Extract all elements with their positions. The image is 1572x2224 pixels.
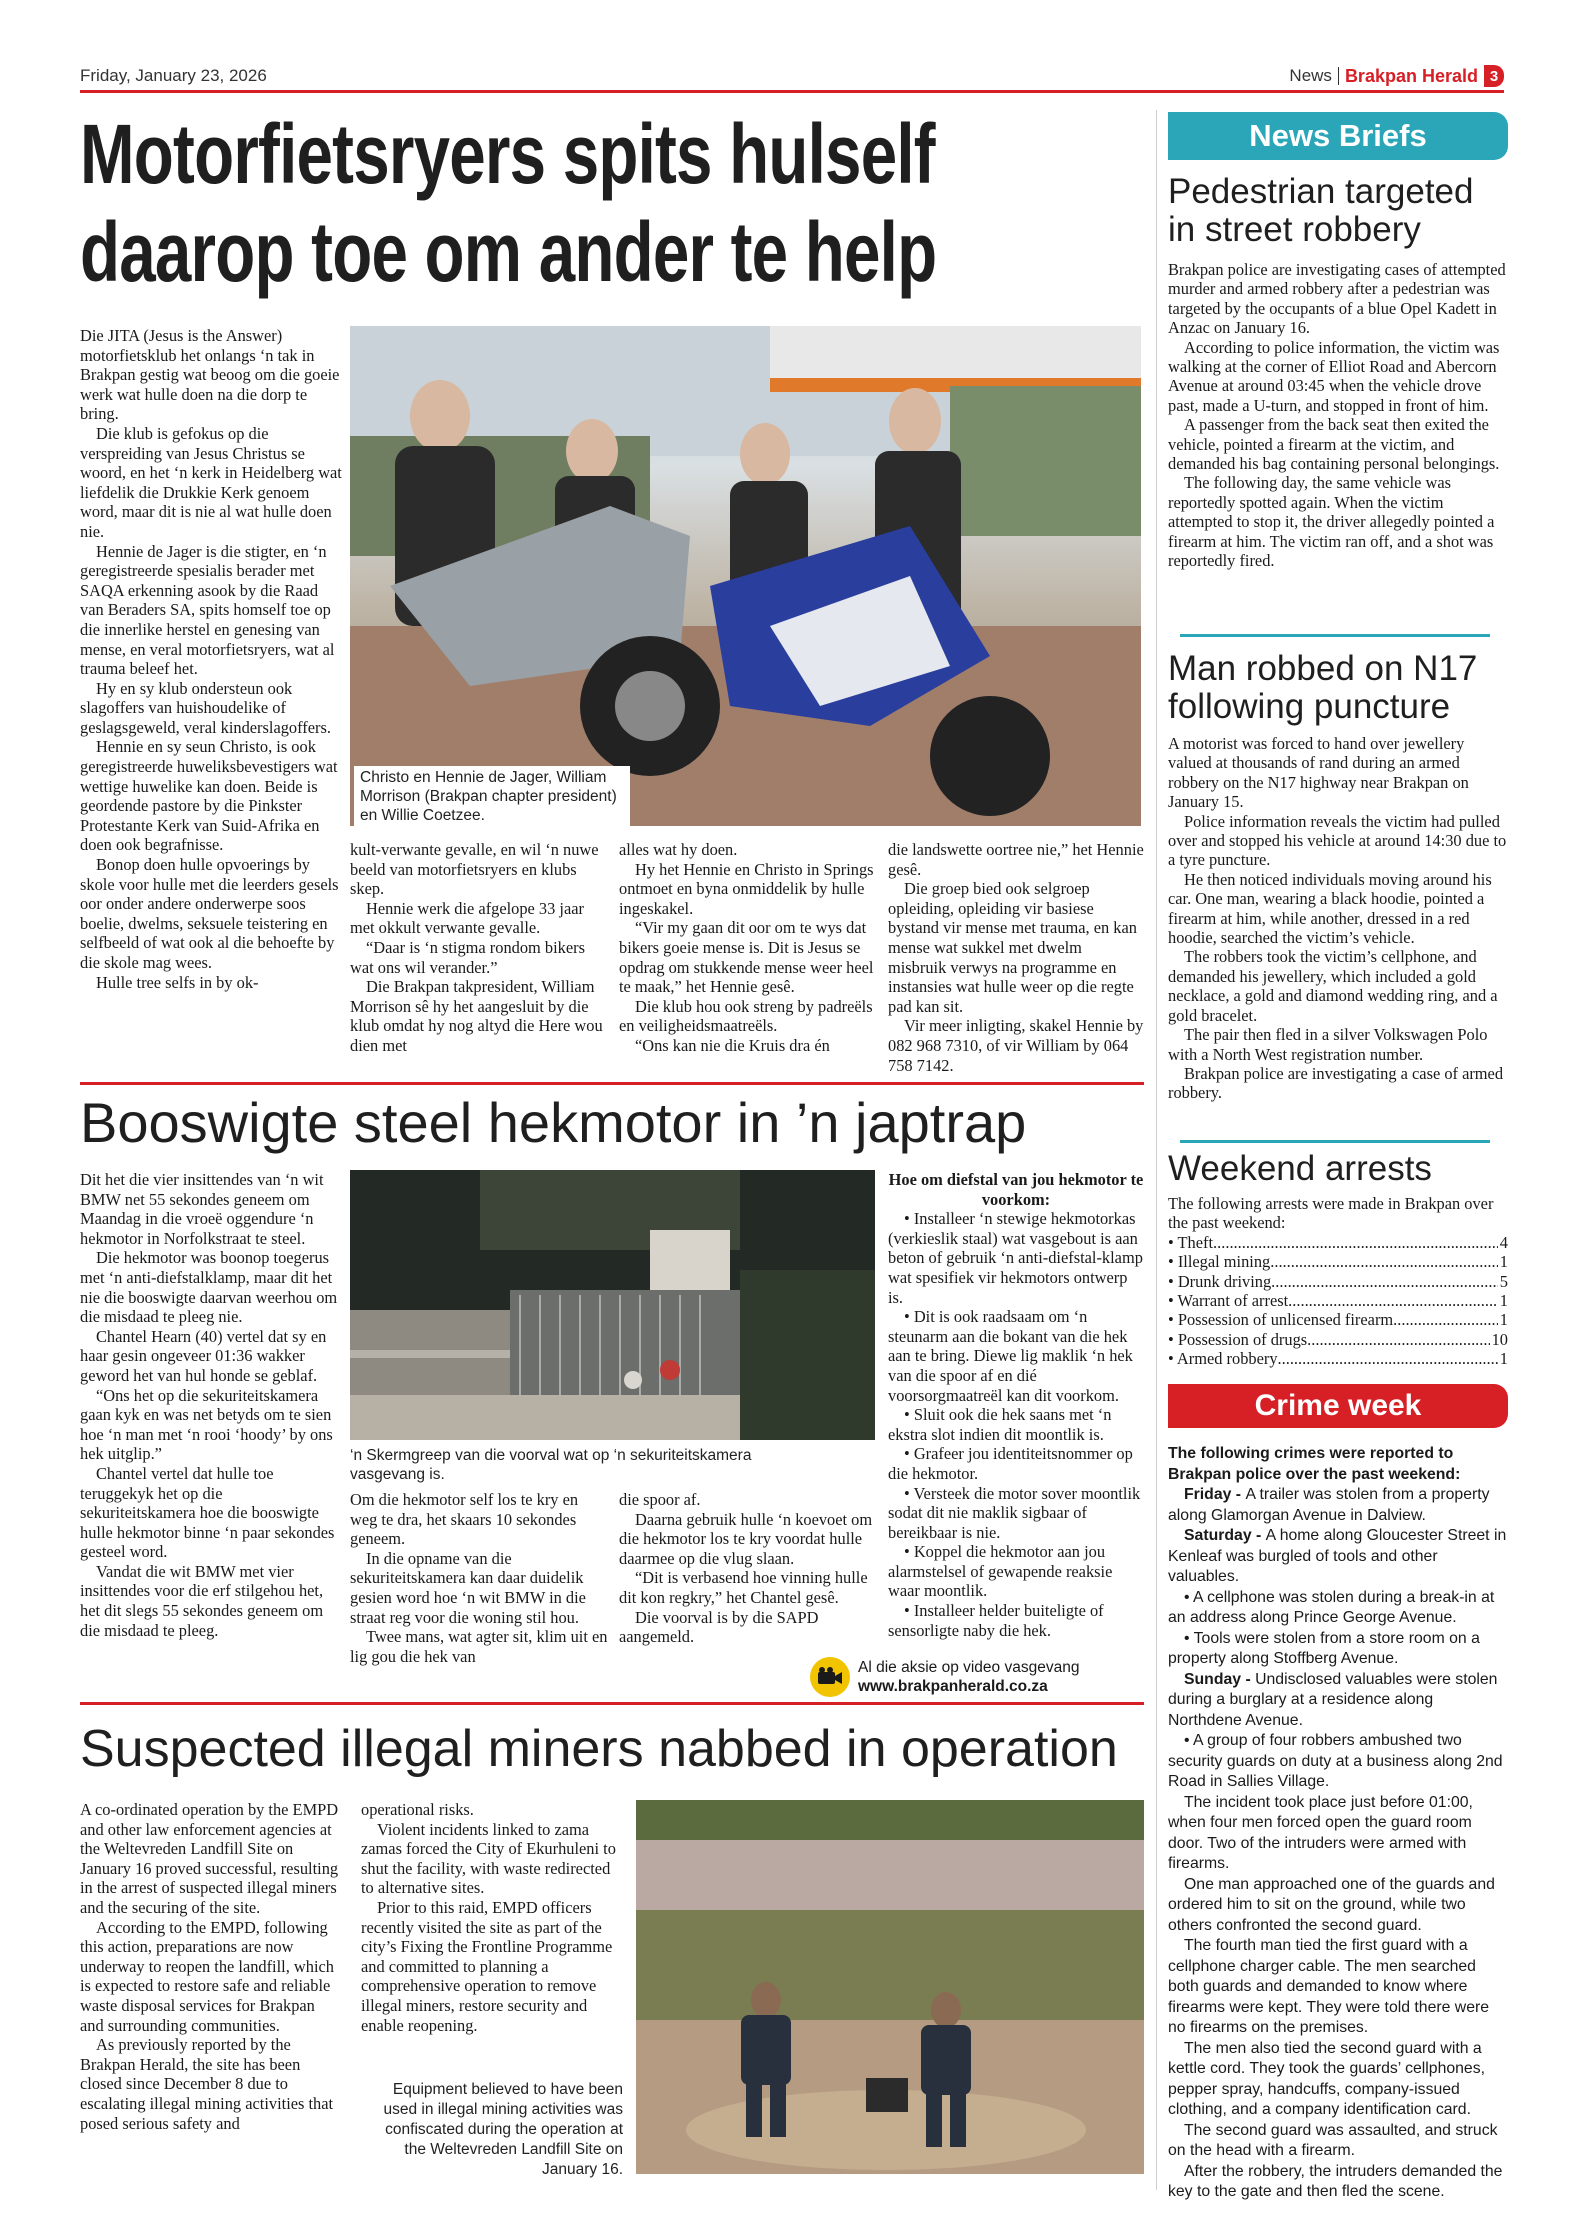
saturday-label: Saturday - bbox=[1184, 1527, 1266, 1544]
crime-item: • Tools were stolen from a store room on a property along Stoffberg Avenue. bbox=[1168, 1629, 1480, 1667]
story2-col2 bbox=[350, 1490, 608, 1666]
sunday-text: Undisclosed valuables were stolen during a burglary at a residence along Northdene Avenue. bbox=[1168, 1670, 1498, 1729]
header-brand: Brakpan Herald bbox=[1344, 65, 1478, 86]
bikers-photo bbox=[350, 326, 1141, 826]
crime-item: The men also tied the second guard with a kettle cord. They took the guards’ cellphones, pepper spray, handcuffs, company-issued clothing, and a company identification card. bbox=[1168, 2039, 1486, 2118]
tip-item: • Dit is ook raadsaam om ‘n steunarm aan die bokant van die hek aan te bring. Diewe lig maklik ‘n hek van die spoor af en dié voorsorgmaatreël kan dit voorkom. bbox=[888, 1307, 1133, 1405]
story1-col1-p: Hennie de Jager is die stigter, en ‘n geregistreerde spesialis berader met SAQA erkenning asook by die Raad van Beraders SA, spits homself toe op die innerlike herstel en genesing van mense, en veral motorfietsryers, wat al trauma beleef het. bbox=[80, 541, 335, 679]
story1-col2 bbox=[350, 840, 608, 1056]
arrest-dot-leader bbox=[1393, 1310, 1498, 1329]
story2-col3-p: Die voorval is by die SAPD aangemeld. bbox=[619, 1607, 819, 1647]
arrest-row bbox=[1168, 1330, 1508, 1349]
arrest-row bbox=[1168, 1349, 1508, 1368]
crime-item: • A group of four robbers ambushed two security guards on duty at a business along 2nd Road in Sallies Village. bbox=[1168, 1732, 1503, 1790]
brief2-p: Brakpan police are investigating a case of armed robbery. bbox=[1168, 1063, 1504, 1103]
crime-week-label: Crime week bbox=[1254, 1389, 1422, 1422]
story1-headline-line2: daarop toe om ander te help bbox=[80, 205, 937, 299]
brief2-divider bbox=[1180, 1140, 1490, 1143]
crime-week-body bbox=[1168, 1444, 1508, 2203]
sidebar-left-rule bbox=[1156, 110, 1157, 2190]
arrest-count: 1 bbox=[1499, 1349, 1508, 1369]
story1-col2-p: “Daar is ‘n stigma rondom bikers wat ons wil verander.” bbox=[350, 937, 585, 977]
story2-col1-p: Die hekmotor was boonop toegerus met ‘n anti-diefstalklamp, maar dit het nie die booswigte daarvan weerhou om die misdaad te pleeg nie. bbox=[80, 1248, 338, 1327]
video-promo-url[interactable]: www.brakpanherald.co.za bbox=[858, 1678, 1048, 1695]
story2-col1-p: Chantel vertel dat hulle toe teruggekyk het op die sekuriteitskamera hoe die booswigte hulle hekmotor binne ‘n paar sekondes gesteel word. bbox=[80, 1463, 335, 1562]
arrests-headline: Weekend arrests bbox=[1168, 1149, 1432, 1188]
crime-week-banner bbox=[1168, 1384, 1508, 1428]
story2-headline: Booswigte steel hekmotor in ’n japtrap bbox=[80, 1091, 1027, 1154]
story1-col4-p: Die groep bied ook selgroep opleiding, opleiding vir basiese bystand vir mense met trauma, en kan mense wat sukkel met dwelm misbruik verwys na programme en instansies wat hulle weer op die regte pad kan sit. bbox=[888, 879, 1137, 1016]
arrest-label: • Possession of unlicensed firearm bbox=[1168, 1310, 1394, 1330]
crime-week-intro: The following crimes were reported to Brakpan police over the past weekend: bbox=[1168, 1445, 1461, 1483]
cctv-photo-art bbox=[350, 1170, 875, 1440]
story2-divider bbox=[80, 1702, 1144, 1705]
arrest-label: • Armed robbery bbox=[1168, 1349, 1278, 1369]
arrest-count: 5 bbox=[1499, 1271, 1508, 1291]
arrest-dot-leader bbox=[1213, 1233, 1498, 1252]
story1-col1-p: Hulle tree selfs in by ok- bbox=[96, 972, 259, 992]
brief2-p: The robbers took the victim’s cellphone, and demanded his jewellery, which included a gold necklace, a gold and diamond wedding ring, and a gold bracelet. bbox=[1168, 947, 1498, 1025]
tip-item: • Grafeer jou identiteitsnommer op die hekmotor. bbox=[888, 1444, 1133, 1483]
story1-divider bbox=[80, 1082, 1144, 1085]
arrest-row bbox=[1168, 1252, 1508, 1271]
arrest-row bbox=[1168, 1233, 1508, 1252]
story2-col2-p: Twee mans, wat agter sit, klim uit en lig gou die hek van bbox=[350, 1627, 608, 1666]
brief2-p: The pair then fled in a silver Volkswagen Polo with a North West registration number. bbox=[1168, 1025, 1488, 1064]
arrest-row bbox=[1168, 1272, 1508, 1291]
brief1-divider bbox=[1180, 634, 1490, 637]
story1-col3-p: “Ons kan nie die Kruis dra én bbox=[635, 1035, 830, 1055]
arrest-dot-leader bbox=[1307, 1330, 1489, 1349]
arrest-label: • Theft bbox=[1168, 1232, 1214, 1252]
sunday-label: Sunday - bbox=[1184, 1670, 1256, 1688]
brief2-body bbox=[1168, 734, 1508, 1103]
story3-col1-p: As previously reported by the Brakpan Herald, the site has been closed since December 8 due to escalating illegal mining activities that posed serious safety and bbox=[80, 2035, 334, 2133]
crime-saturday bbox=[1168, 1526, 1508, 1588]
arrest-count: 4 bbox=[1499, 1232, 1508, 1252]
arrest-count: 1 bbox=[1499, 1291, 1508, 1311]
arrest-label: • Drunk driving bbox=[1168, 1271, 1272, 1291]
story3-col2 bbox=[361, 1800, 623, 2035]
arrests-body bbox=[1168, 1194, 1508, 1369]
story3-col2-p: Violent incidents linked to zama zamas forced the City of Ekurhuleni to shut the facility, with waste redirected to alternative sites. bbox=[361, 1819, 616, 1898]
video-promo[interactable] bbox=[810, 1652, 1144, 1702]
arrest-dot-leader bbox=[1278, 1349, 1498, 1368]
brief2-p: A motorist was forced to hand over jewellery valued at thousands of rand during an armed robbery on the N17 highway near Brakpan on January 15. bbox=[1168, 734, 1469, 812]
story1-headline-line1: Motorfietsryers spits hulself bbox=[80, 107, 935, 201]
story2-col3-p: die spoor af. bbox=[619, 1490, 701, 1509]
story1-col1-p: Die klub is gefokus op die verspreiding van Jesus Christus se woord, en het ‘n kerk in Heidelberg wat liefdelik die Drukkie Kerk genoem word, maar dit is nie al wat hulle doen nie. bbox=[80, 423, 342, 541]
story2-col3-p: Daarna gebruik hulle ‘n koevoet om die hekmotor los te kry voordat hulle daarmee op die vlug slaan. bbox=[619, 1509, 873, 1568]
story2-tips bbox=[888, 1170, 1144, 1640]
mining-photo bbox=[636, 1800, 1144, 2174]
tip-item: • Installeer ‘n stewige hekmotorkas (verkieslik staal) wat vasgebout is aan beton of gebruik ‘n anti-diefstal-klamp wat spesifiek vir hekmotors ontwerp is. bbox=[888, 1209, 1143, 1307]
tip-item: • Versteek die motor sover moontlik sodat dit nie maklik sigbaar of bereikbaar is nie. bbox=[888, 1483, 1141, 1542]
arrests-list bbox=[1168, 1233, 1508, 1369]
story2-col1-p: Vandat die wit BMW met vier insittendes voor die erf stilgehou het, het dit slegs 55 sekondes geneem om die misdaad te pleeg. bbox=[80, 1561, 324, 1640]
story3-headline: Suspected illegal miners nabbed in operation bbox=[80, 1720, 1118, 1778]
crime-item: The incident took place just before 01:00, when four men forced open the guard room door. Two of the intruders were armed with firearms. bbox=[1168, 1793, 1473, 1872]
arrest-count: 1 bbox=[1499, 1310, 1508, 1330]
arrest-dot-leader bbox=[1271, 1272, 1498, 1291]
header-rule bbox=[80, 90, 1504, 93]
story1-col1-p: Hennie en sy seun Christo, is ook geregistreerde huweliksbevestigers wat wettige huwelike kan doen. Beide is geordende pastore by die Pinkster Protestante Kerk van Suid-Afrika en doen ook begrafnisse. bbox=[80, 737, 338, 855]
arrests-intro: The following arrests were made in Brakpan over the past weekend: bbox=[1168, 1194, 1494, 1233]
arrest-dot-leader bbox=[1288, 1291, 1498, 1310]
story1-col3-p: “Vir my gaan dit oor om te wys dat bikers goeie mense is. Dit is Jesus se opdrag om stukkende mense weer heel te maak,” het Hennie gesê. bbox=[619, 918, 874, 997]
story2-col2-p: Om die hekmotor self los te kry en weg te dra, het skaars 10 sekondes geneem. bbox=[350, 1490, 579, 1549]
bikers-photo-caption: Christo en Hennie de Jager, William Morrison (Brakpan chapter president) en Willie Coetzee. bbox=[354, 766, 630, 828]
crime-friday bbox=[1168, 1485, 1508, 1526]
header-divider bbox=[1338, 67, 1339, 85]
story1-col2-p: kult-verwante gevalle, en wil ‘n nuwe beeld van motorfietsryers en klubs skep. bbox=[350, 840, 599, 899]
story1-col2-p: Die Brakpan takpresident, William Morrison sê hy het aangesluit by die klub omdat hy nog altyd die Here wou dien met bbox=[350, 977, 603, 1055]
brief2-p: Police information reveals the victim had pulled over and stopped his vehicle at around 14:30 due to a tyre puncture. bbox=[1168, 811, 1507, 870]
story3-col1-p: A co-ordinated operation by the EMPD and other law enforcement agencies at the Weltevreden Landfill Site on January 16 proved successful, resulting in the arrest of suspected illegal miners and the securing of the site. bbox=[80, 1800, 339, 1917]
story2-col3-p: “Dit is verbasend hoe vinning hulle dit kon regkry,” het Chantel gesê. bbox=[619, 1568, 868, 1607]
story2-col3 bbox=[619, 1490, 875, 1647]
story2-col2-p: In die opname van die sekuriteitskamera kan daar duidelik gesien word hoe ‘n wit BMW in die straat reg voor die woning stil hou. bbox=[350, 1548, 586, 1627]
tip-item: • Sluit ook die hek saans met ‘n ekstra slot indien dit moontlik is. bbox=[888, 1405, 1112, 1444]
story1-col3-p: Hy het Hennie en Christo in Springs ontmoet en byna onmiddelik by hulle ingeskakel. bbox=[619, 859, 874, 918]
arrest-count: 1 bbox=[1499, 1252, 1508, 1272]
story1-col3 bbox=[619, 840, 877, 1056]
arrest-dot-leader bbox=[1270, 1252, 1498, 1271]
brief1-p: According to police information, the victim was walking at the corner of Elliot Road and Abercorn Avenue at around 03:45 when the vehicle drove past, made a U-turn, and stopped in front of him. bbox=[1168, 337, 1500, 415]
story2-col1-p: Chantel Hearn (40) vertel dat sy en haar gesin ongeveer 01:36 wakker geword het van hul honde se geblaf. bbox=[80, 1326, 327, 1385]
story2-col1 bbox=[80, 1170, 342, 1640]
story1-col1 bbox=[80, 326, 342, 992]
story1-col1-p: Die JITA (Jesus is the Answer) motorfietsklub het onlangs ‘n tak in Brakpan gestig wat beoog om die goeie werk wat hulle doen na die dorp te bring. bbox=[80, 326, 340, 424]
story1-col1-p: Hy en sy klub ondersteun ook slagoffers van huishoudelike of geslagsgeweld, veral kinderslagoffers. bbox=[80, 678, 331, 737]
arrest-label: • Illegal mining bbox=[1168, 1252, 1271, 1272]
brief1-p: Brakpan police are investigating cases of attempted murder and armed robbery after a pedestrian was targeted by the occupants of a blue Opel Kadett in Anzac on January 16. bbox=[1168, 260, 1506, 338]
header-section: News bbox=[1289, 66, 1332, 85]
story1-col1-p: Bonop doen hulle opvoerings by skole voor hulle met die leerders gesels oor onder andere onderwerpe soos boelie, dwelms, seksuele teistering en selfbeeld of wat ook al die behoefte by die skole mag wees. bbox=[80, 855, 339, 972]
arrest-row bbox=[1168, 1310, 1508, 1329]
mining-photo-art bbox=[636, 1800, 1144, 2174]
page-number-badge: 3 bbox=[1484, 65, 1504, 87]
brief2-headline: Man robbed on N17 following puncture bbox=[1168, 649, 1478, 726]
story1-col2-p: Hennie werk die afgelope 33 jaar met okkult verwante gevalle. bbox=[350, 898, 584, 938]
arrest-row bbox=[1168, 1291, 1508, 1310]
header-date: Friday, January 23, 2026 bbox=[80, 66, 267, 85]
crime-item: The fourth man tied the first guard with a cellphone charger cable. The men searched both guards and demanded to know where firearms were kept. They were told there were no firearms on the premises. bbox=[1168, 1937, 1490, 2036]
story1-col4 bbox=[888, 840, 1144, 1075]
story1-col3-p: alles wat hy doen. bbox=[619, 840, 738, 859]
story2-col1-p: Dit het die vier insittendes van ‘n wit BMW net 55 sekondes geneem om Maandag in die vroeë oggendure ‘n hekmotor in Norfolkstraat te steel. bbox=[80, 1170, 324, 1248]
bikers-photo-art bbox=[350, 326, 1141, 826]
crime-sunday bbox=[1168, 1670, 1508, 1732]
story1-col3-p: Die klub hou ook streng by padreëls en veiligheidsmaatreëls. bbox=[619, 996, 873, 1036]
news-briefs-label: News Briefs bbox=[1249, 118, 1427, 153]
crime-item: One man approached one of the guards and ordered him to sit on the ground, while two others confronted the second guard. bbox=[1168, 1875, 1495, 1934]
cctv-photo bbox=[350, 1170, 875, 1440]
arrest-count: 10 bbox=[1491, 1329, 1508, 1349]
header-section-area bbox=[1289, 64, 1504, 88]
arrest-label: • Possession of drugs bbox=[1168, 1329, 1308, 1349]
brief1-headline: Pedestrian targeted in street robbery bbox=[1168, 172, 1474, 249]
story3-col2-p: operational risks. bbox=[361, 1800, 474, 1819]
arrest-label: • Warrant of arrest bbox=[1168, 1291, 1289, 1311]
friday-text: A trailer was stolen from a property along Glamorgan Avenue in Dalview. bbox=[1168, 1486, 1490, 1524]
tip-item: • Koppel die hekmotor aan jou alarmstelsel of gewapende reaksie waar moontlik. bbox=[888, 1542, 1113, 1601]
brief1-p: The following day, the same vehicle was reportedly spotted again. When the victim attempted to stop it, the driver allegedly pointed a firearm at him. The victim ran off, and a shot was reportedly fired. bbox=[1168, 473, 1495, 571]
tip-item: • Installeer helder buiteligte of sensorligte naby die hek. bbox=[888, 1601, 1104, 1640]
story3-col1 bbox=[80, 1800, 342, 2133]
crime-item: The second guard was assaulted, and struck on the head with a firearm. bbox=[1168, 2121, 1498, 2159]
news-briefs-banner bbox=[1168, 112, 1508, 160]
brief2-p: He then noticed individuals moving around his car. One man, wearing a black hoodie, pointed a firearm at him, while another, dressed in a red hoodie, searched the victim’s vehicle. bbox=[1168, 869, 1492, 948]
brief1-body bbox=[1168, 260, 1508, 571]
video-promo-text: Al die aksie op video vasgevang bbox=[858, 1659, 1080, 1676]
mining-photo-caption: Equipment believed to have been used in illegal mining activities was confiscated during the operation at the Weltevreden Landfill Site on January 16. bbox=[383, 2081, 623, 2178]
tips-title: Hoe om diefstal van jou hekmotor te voorkom: bbox=[888, 1170, 1144, 1209]
saturday-text: A home along Gloucester Street in Kenleaf was burgled of tools and other valuables. bbox=[1168, 1527, 1507, 1585]
brief1-p: A passenger from the back seat then exited the vehicle, pointed a firearm at the victim, and demanded his bag containing personal belongings. bbox=[1168, 415, 1500, 474]
story3-col2-p: Prior to this raid, EMPD officers recently visited the site as part of the city’s Fixing the Frontline Programme and committed to planning a comprehensive operation to remove illegal miners, restore security and enable reopening. bbox=[361, 1897, 613, 2035]
video-camera-icon bbox=[810, 1657, 850, 1697]
story3-col1-p: According to the EMPD, following this action, preparations are now underway to reopen the landfill, which is expected to restore safe and reliable waste disposal services for Brakpan and surrounding communities. bbox=[80, 1917, 334, 2035]
cctv-photo-caption: ‘n Skermgreep van die voorval wat op ‘n sekuriteitskamera vasgevang is. bbox=[350, 1447, 752, 1483]
crime-item: • A cellphone was stolen during a break-in at an address along Prince George Avenue. bbox=[1168, 1588, 1495, 1626]
story1-col4-p: Vir meer inligting, skakel Hennie by 082 968 7310, of vir William by 064 758 7142. bbox=[888, 1016, 1144, 1075]
friday-label: Friday - bbox=[1184, 1486, 1246, 1503]
crime-item: After the robbery, the intruders demanded the key to the gate and then fled the scene. bbox=[1168, 2162, 1503, 2200]
story2-col1-p: “Ons het op die sekuriteitskamera gaan kyk en was net betyds om te sien hoe ‘n man met ‘n rooi ‘hoody’ by ons hek uitglip.” bbox=[80, 1385, 333, 1464]
story1-col4-p: die landswette oortree nie,” het Hennie gesê. bbox=[888, 840, 1144, 879]
